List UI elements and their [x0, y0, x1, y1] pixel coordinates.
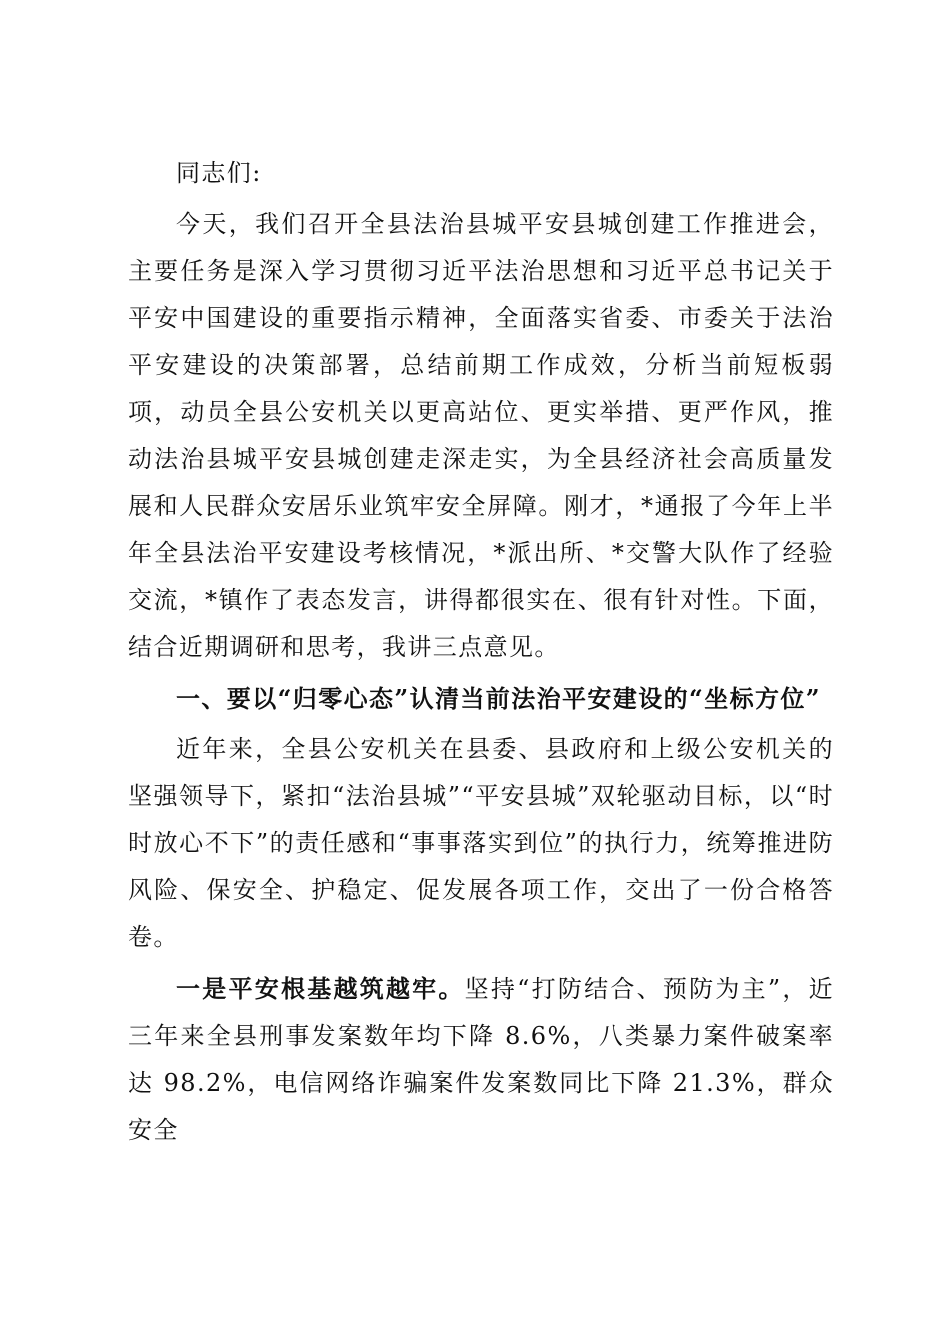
section-1-paragraph: 近年来，全县公安机关在县委、县政府和上级公安机关的坚强领导下，紧扣“法治县城”“平安县城”双轮驱动目标，以“时时放心不下”的责任感和“事事落实到位”的执行力，统筹推进防风险、保安全、护稳定、促发展各项工作，交出了一份合格答卷。: [128, 735, 834, 951]
document-body: [128, 150, 834, 1154]
point-1-body: 坚持“打防结合、预防为主”，近三年来全县刑事发案数年均下降 8.6%，八类暴力案件破案率达 98.2%，电信网络诈骗案件发案数同比下降 21.3%，群众安全: [128, 975, 834, 1144]
point-1-lead: 一是平安根基越筑越牢。: [176, 974, 465, 1003]
greeting-line: 同志们:: [176, 159, 262, 187]
point-1-paragraph: [128, 965, 834, 1154]
intro-paragraph: 今天，我们召开全县法治县城平安县城创建工作推进会，主要任务是深入学习贯彻习近平法治思想和习近平总书记关于平安中国建设的重要指示精神，全面落实省委、市委关于法治平安建设的决策部署，总结前期工作成效，分析当前短板弱项，动员全县公安机关以更高站位、更实举措、更严作风，推动法治县城平安县城创建走深走实，为全县经济社会高质量发展和人民群众安居乐业筑牢安全屏障。刚才，*通报了今年上半年全县法治平安建设考核情况，*派出所、*交警大队作了经验交流，*镇作了表态发言，讲得都很实在、很有针对性。下面，结合近期调研和思考，我讲三点意见。: [128, 210, 834, 661]
section-heading-1: 一、要以“归零心态”认清当前法治平安建设的“坐标方位”: [176, 684, 822, 713]
